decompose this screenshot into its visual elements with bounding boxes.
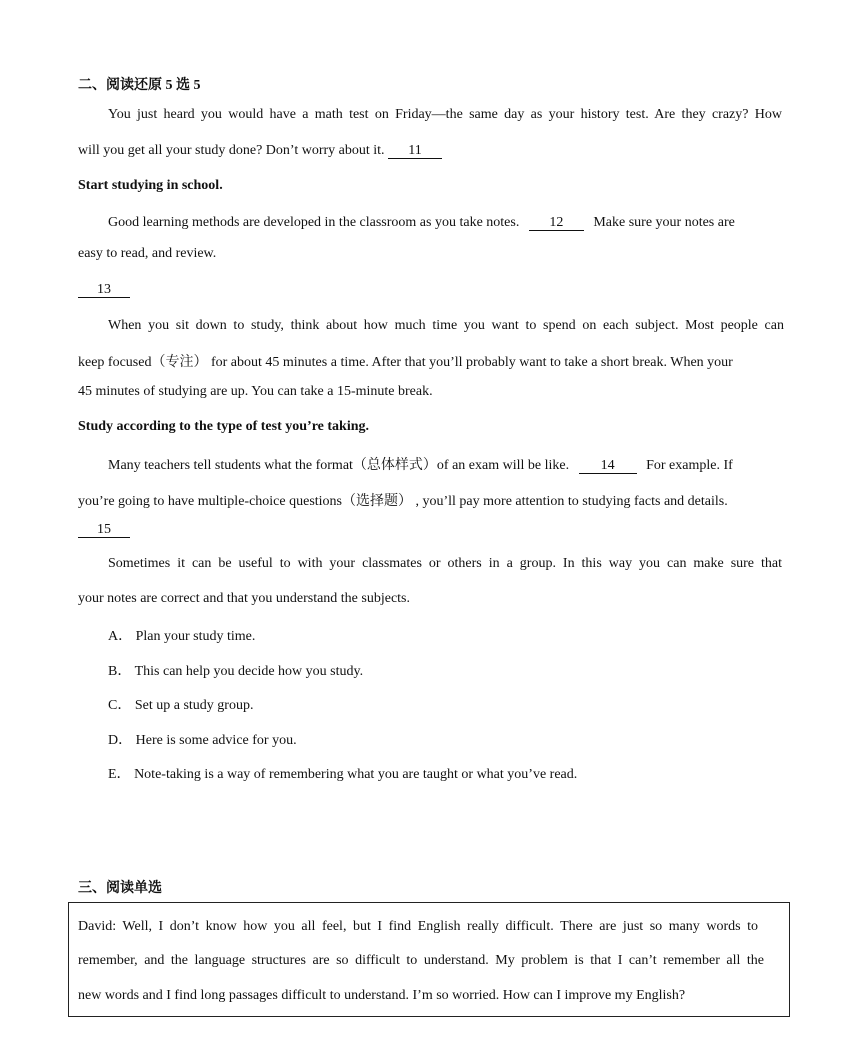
paragraph-1-line-2 xyxy=(78,143,442,159)
passage-line-3: new words and I find long passages difficult to understand. I’m so worried. How can I improve my English? xyxy=(78,988,686,1003)
option-text: Set up a study group. xyxy=(134,698,254,713)
paragraph-4-text: Many teachers tell students what the format（总体样式）of an exam will be like. xyxy=(108,458,570,473)
blank-12: 12 xyxy=(529,215,584,231)
section-heading-reading-single-choice: 三、阅读单选 xyxy=(78,881,162,896)
option-b xyxy=(108,660,363,680)
blank-14: 14 xyxy=(579,458,637,474)
blank-15-line xyxy=(78,522,130,538)
option-text: Here is some advice for you. xyxy=(135,733,297,748)
paragraph-5-line-1: Sometimes it can be useful to with your classmates or others in a group. In this way you can make sure that xyxy=(108,556,782,571)
option-text: This can help you decide how you study. xyxy=(134,664,364,679)
paragraph-2-line-1 xyxy=(108,215,735,231)
option-letter: E． xyxy=(108,767,131,782)
section-heading-reading-restore: 二、阅读还原 5 选 5 xyxy=(78,78,201,93)
blank-13: 13 xyxy=(78,282,130,298)
option-a xyxy=(108,625,255,645)
passage-line-2: remember, and the language structures are so difficult to understand. My problem is that I can’t remember all the xyxy=(78,953,764,968)
subheading-start-studying: Start studying in school. xyxy=(78,178,223,193)
paragraph-5-line-2: your notes are correct and that you understand the subjects. xyxy=(78,591,411,606)
option-letter: B． xyxy=(108,664,132,679)
passage-box xyxy=(68,902,790,1017)
paragraph-2-text: Good learning methods are developed in the classroom as you take notes. xyxy=(108,215,520,230)
option-c xyxy=(108,694,253,714)
paragraph-2-tail: Make sure your notes are xyxy=(593,215,735,230)
option-text: Note-taking is a way of remembering what you are taught or what you’ve read. xyxy=(134,767,578,782)
paragraph-2-line-2: easy to read, and review. xyxy=(78,246,217,261)
option-letter: C． xyxy=(108,698,132,713)
paragraph-3-line-1: When you sit down to study, think about how much time you want to spend on each subject. Most people can xyxy=(108,318,784,333)
option-d xyxy=(108,729,297,749)
paragraph-3-line-3: 45 minutes of studying are up. You can take a 15-minute break. xyxy=(78,384,433,399)
paragraph-1-text: will you get all your study done? Don’t worry about it. xyxy=(78,143,385,158)
blank-13-line xyxy=(78,282,130,298)
option-e xyxy=(108,763,577,783)
blank-11: 11 xyxy=(388,143,442,159)
option-text: Plan your study time. xyxy=(135,629,256,644)
paragraph-1-line-1: You just heard you would have a math test on Friday—the same day as your history test. Are they crazy? How xyxy=(108,107,782,122)
blank-15: 15 xyxy=(78,522,130,538)
passage-line-1: David: Well, I don’t know how you all feel, but I find English really difficult. There are just so many words to xyxy=(78,919,758,934)
paragraph-3-line-2: keep focused（专注） for about 45 minutes a time. After that you’ll probably want to take a short break. When your xyxy=(78,355,733,370)
option-letter: A． xyxy=(108,629,133,644)
paragraph-4-line-1 xyxy=(108,454,733,474)
subheading-study-by-test-type: Study according to the type of test you’re taking. xyxy=(78,419,370,434)
option-letter: D． xyxy=(108,733,133,748)
paragraph-4-line-2: you’re going to have multiple-choice questions（选择题） , you’ll pay more attention to studying facts and details. xyxy=(78,494,728,509)
paragraph-4-tail: For example. If xyxy=(646,458,733,473)
